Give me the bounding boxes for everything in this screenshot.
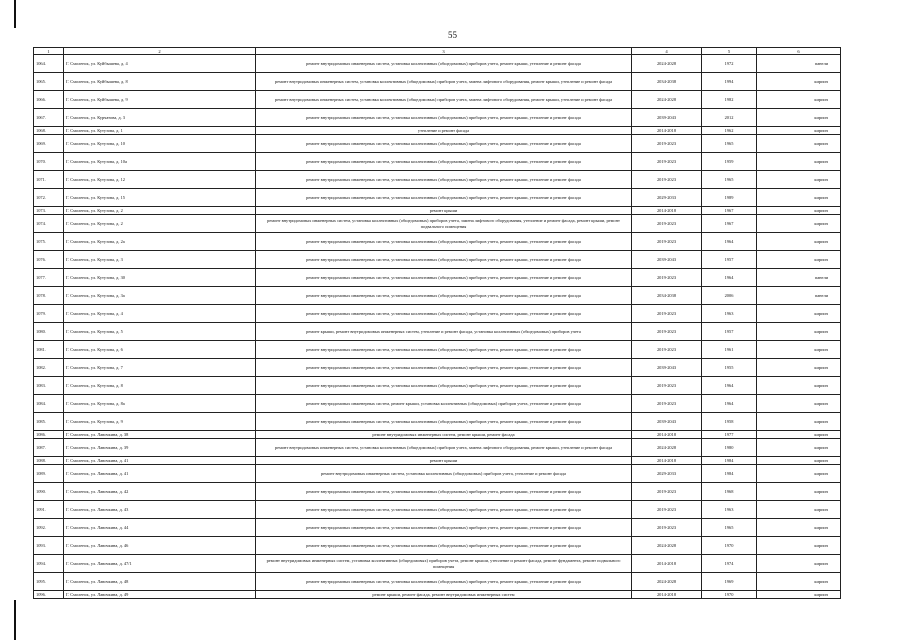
row-number: 1089. [34, 465, 64, 483]
table-row [34, 251, 841, 269]
repair-period-cell: 2014-2018 [632, 591, 702, 599]
work-list-cell: ремонт внутридомовых инженерных систем, установка коллективных (общедомовых) приборов учета, замена лифтового оборудования, ремонт крыши, утепление и ремонт фасада [256, 73, 632, 91]
wall-material-cell: кирпич [757, 251, 841, 269]
repair-period-cell: 2019-2023 [632, 269, 702, 287]
build-year-cell: 1959 [702, 153, 757, 171]
wall-material-cell: кирпич [757, 519, 841, 537]
row-number: 1096. [34, 591, 64, 599]
address-cell: Г. Смоленск, ул. Лавочкина, д. 48 [64, 573, 256, 591]
wall-material-cell: кирпич [757, 555, 841, 573]
build-year-cell: 1957 [702, 323, 757, 341]
address-cell: Г. Смоленск, ул. Кутузова, д. 5 [64, 323, 256, 341]
build-year-cell: 1965 [702, 171, 757, 189]
build-year-cell: 1965 [702, 135, 757, 153]
table-row [34, 109, 841, 127]
column-header-1: 1 [34, 48, 64, 55]
repair-period-cell: 2014-2018 [632, 431, 702, 439]
row-number: 1091. [34, 501, 64, 519]
table-row [34, 519, 841, 537]
row-number: 1080. [34, 323, 64, 341]
row-number: 1068. [34, 127, 64, 135]
row-number: 1079. [34, 305, 64, 323]
row-number: 1065. [34, 73, 64, 91]
page-number: 55 [448, 30, 457, 40]
address-cell: Г. Смоленск, ул. Лавочкина, д. 42 [64, 483, 256, 501]
work-list-cell: ремонт внутридомовых инженерных систем, ремонт крыши, ремонт фасада [256, 431, 632, 439]
repair-period-cell: 2024-2028 [632, 439, 702, 457]
build-year-cell: 1964 [702, 233, 757, 251]
repair-period-cell: 2024-2028 [632, 537, 702, 555]
build-year-cell: 1962 [702, 127, 757, 135]
column-header-3: 3 [256, 48, 632, 55]
repair-period-cell: 2014-2018 [632, 127, 702, 135]
wall-material-cell: кирпич [757, 439, 841, 457]
row-number: 1085. [34, 413, 64, 431]
table-row [34, 413, 841, 431]
work-list-cell: ремонт внутридомовых инженерных систем, установка коллективных (общедомовых) приборов учета, утепление и ремонт фасада [256, 465, 632, 483]
repair-period-cell: 2014-2018 [632, 555, 702, 573]
table-row [34, 395, 841, 413]
repair-period-cell: 2019-2023 [632, 395, 702, 413]
build-year-cell: 1974 [702, 555, 757, 573]
wall-material-cell: кирпич [757, 135, 841, 153]
repair-period-cell: 2039-2043 [632, 109, 702, 127]
address-cell: Г. Смоленск, ул. Курчатова, д. 3 [64, 109, 256, 127]
table-row [34, 287, 841, 305]
row-number: 1094. [34, 555, 64, 573]
work-list-cell: ремонт внутридомовых инженерных систем, установка коллективных (общедомовых) приборов учета, ремонт крыши, утепление и ремонт фасада [256, 519, 632, 537]
wall-material-cell: кирпич [757, 501, 841, 519]
wall-material-cell: кирпич [757, 341, 841, 359]
address-cell: Г. Смоленск, ул. Кутузова, д. 2 [64, 215, 256, 233]
build-year-cell: 1977 [702, 431, 757, 439]
build-year-cell: 1980 [702, 439, 757, 457]
wall-material-cell: кирпич [757, 91, 841, 109]
build-year-cell: 1964 [702, 395, 757, 413]
wall-material-cell: кирпич [757, 537, 841, 555]
row-number: 1082. [34, 359, 64, 377]
address-cell: Г. Смоленск, ул. Лавочкина, д. 41 [64, 465, 256, 483]
address-cell: Г. Смоленск, ул. Кутузова, д. 12 [64, 171, 256, 189]
work-list-cell: ремонт внутридомовых инженерных систем, установка коллективных (общедомовых) приборов учета, замена лифтового оборудования, ремонт крыши, утепление и ремонт фасада [256, 439, 632, 457]
work-list-cell: ремонт внутридомовых инженерных систем, установка коллективных (общедомовых) приборов учета, ремонт крыши, утепление и ремонт фасада [256, 269, 632, 287]
build-year-cell: 1970 [702, 591, 757, 599]
row-number: 1069. [34, 135, 64, 153]
wall-material-cell: кирпич [757, 215, 841, 233]
row-number: 1084. [34, 395, 64, 413]
build-year-cell: 1967 [702, 215, 757, 233]
work-list-cell: ремонт внутридомовых инженерных систем, установка коллективных (общедомовых) приборов учета, ремонт крыши, утепление и ремонт фасада [256, 483, 632, 501]
column-header-4: 4 [632, 48, 702, 55]
build-year-cell: 1955 [702, 359, 757, 377]
wall-material-cell: кирпич [757, 573, 841, 591]
work-list-cell: ремонт внутридомовых инженерных систем, установка коллективных (общедомовых) приборов учета, ремонт крыши, утепление и ремонт фасада [256, 501, 632, 519]
repair-period-cell: 2029-2033 [632, 465, 702, 483]
row-number: 1093. [34, 537, 64, 555]
table-row [34, 439, 841, 457]
repair-period-cell: 2039-2043 [632, 413, 702, 431]
work-list-cell: ремонт крыши [256, 457, 632, 465]
wall-material-cell: кирпич [757, 171, 841, 189]
wall-material-cell: кирпич [757, 591, 841, 599]
wall-material-cell: кирпич [757, 377, 841, 395]
row-number: 1070. [34, 153, 64, 171]
work-list-cell: ремонт внутридомовых инженерных систем, установка коллективных (общедомовых) приборов учета, ремонт крыши, утепление и ремонт фасада [256, 413, 632, 431]
work-list-cell: ремонт внутридомовых инженерных систем, установка коллективных (общедомовых) приборов учета, ремонт крыши, утепление и ремонт фасада [256, 341, 632, 359]
wall-material-cell: кирпич [757, 457, 841, 465]
build-year-cell: 1967 [702, 207, 757, 215]
address-cell: Г. Смоленск, ул. Кутузова, д. 15 [64, 189, 256, 207]
work-list-cell: ремонт внутридомовых инженерных систем, установка коллективных (общедомовых) приборов учета, ремонт крыши, утепление и ремонт фасада [256, 109, 632, 127]
work-list-cell: ремонт внутридомовых инженерных систем, установка коллективных (общедомовых) приборов учета, ремонт крыши, утепление и ремонт фасада [256, 135, 632, 153]
repair-period-cell: 2039-2043 [632, 359, 702, 377]
repair-period-cell: 2024-2028 [632, 91, 702, 109]
wall-material-cell: панели [757, 269, 841, 287]
address-cell: Г. Смоленск, ул. Кутузова, д. 8а [64, 395, 256, 413]
table-row [34, 91, 841, 109]
address-cell: Г. Смоленск, ул. Лавочкина, д. 41 [64, 457, 256, 465]
repair-period-cell: 2019-2023 [632, 233, 702, 251]
work-list-cell: ремонт внутридомовых инженерных систем, установка коллективных (общедомовых) приборов учета, ремонт крыши, утепление и ремонт фасада [256, 153, 632, 171]
table-row [34, 55, 841, 73]
row-number: 1074. [34, 215, 64, 233]
wall-material-cell: кирпич [757, 323, 841, 341]
address-cell: Г. Смоленск, ул. Кутузова, д. 6 [64, 341, 256, 359]
row-number: 1092. [34, 519, 64, 537]
table-row [34, 171, 841, 189]
wall-material-cell: кирпич [757, 483, 841, 501]
wall-material-cell: кирпич [757, 395, 841, 413]
repair-period-cell: 2034-2038 [632, 287, 702, 305]
table-row [34, 465, 841, 483]
address-cell: Г. Смоленск, ул. Кутузова, д. 4 [64, 305, 256, 323]
table-row [34, 431, 841, 439]
work-list-cell: ремонт внутридомовых инженерных систем, установка коллективных (общедомовых) приборов учета, ремонт крыши, утепление и ремонт фасада [256, 171, 632, 189]
repair-period-cell: 2019-2023 [632, 305, 702, 323]
wall-material-cell: кирпич [757, 431, 841, 439]
work-list-cell: ремонт внутридомовых инженерных систем, установка коллективных (общедомовых) приборов учета, ремонт крыши, утепление и ремонт фасада [256, 189, 632, 207]
address-cell: Г. Смоленск, ул. Кутузова, д. 30 [64, 269, 256, 287]
repair-period-cell: 2019-2023 [632, 135, 702, 153]
address-cell: Г. Смоленск, ул. Кутузова, д. 3а [64, 287, 256, 305]
build-year-cell: 1961 [702, 341, 757, 359]
build-year-cell: 1964 [702, 377, 757, 395]
work-list-cell: ремонт внутридомовых инженерных систем, ремонт крыши, установка коллективных (общедомовых) приборов учета, утепление и ремонт фасада [256, 395, 632, 413]
repair-period-cell: 2039-2043 [632, 251, 702, 269]
address-cell: Г. Смоленск, ул. Кутузова, д. 3 [64, 251, 256, 269]
work-list-cell: ремонт внутридомовых инженерных систем, установка коллективных (общедомовых) приборов учета, ремонт крыши, утепление и ремонт фасада, ремонт фундамента, ремонт подвального помещения [256, 555, 632, 573]
wall-material-cell: кирпич [757, 189, 841, 207]
row-number: 1078. [34, 287, 64, 305]
table-row [34, 207, 841, 215]
build-year-cell: 1963 [702, 305, 757, 323]
build-year-cell: 1964 [702, 269, 757, 287]
table-row [34, 377, 841, 395]
wall-material-cell: кирпич [757, 413, 841, 431]
work-list-cell: ремонт внутридомовых инженерных систем, установка коллективных (общедомовых) приборов учета, ремонт крыши, утепление и ремонт фасада [256, 359, 632, 377]
repair-period-cell: 2014-2018 [632, 457, 702, 465]
build-year-cell: 1984 [702, 465, 757, 483]
column-header-5: 5 [702, 48, 757, 55]
table-row [34, 233, 841, 251]
left-margin-bar-top [14, 0, 16, 28]
table-row [34, 189, 841, 207]
row-number: 1095. [34, 573, 64, 591]
header-row [34, 48, 841, 55]
row-number: 1087. [34, 439, 64, 457]
build-year-cell: 1968 [702, 483, 757, 501]
build-year-cell: 1963 [702, 501, 757, 519]
work-list-cell: ремонт внутридомовых инженерных систем, установка коллективных (общедомовых) приборов учета, замена лифтового оборудования, утепление и ремонт фасада, ремонт крыши, ремонт подвального помещения [256, 215, 632, 233]
wall-material-cell: кирпич [757, 465, 841, 483]
build-year-cell: 1969 [702, 573, 757, 591]
row-number: 1086. [34, 431, 64, 439]
repair-period-cell: 2034-2038 [632, 73, 702, 91]
table-row [34, 501, 841, 519]
wall-material-cell: кирпич [757, 207, 841, 215]
table-row [34, 457, 841, 465]
wall-material-cell: кирпич [757, 233, 841, 251]
address-cell: Г. Смоленск, ул. Лавочкина, д. 46 [64, 537, 256, 555]
table-row [34, 483, 841, 501]
work-list-cell: ремонт крыши, ремонт фасада, ремонт внутридомовых инженерных систем [256, 591, 632, 599]
repair-period-cell: 2019-2023 [632, 215, 702, 233]
table-row [34, 153, 841, 171]
work-list-cell: ремонт внутридомовых инженерных систем, установка коллективных (общедомовых) приборов учета, ремонт крыши, утепление и ремонт фасада [256, 537, 632, 555]
table-row [34, 215, 841, 233]
address-cell: Г. Смоленск, ул. Кутузова, д. 7 [64, 359, 256, 377]
row-number: 1088. [34, 457, 64, 465]
address-cell: Г. Смоленск, ул. Куйбышева, д. 8 [64, 73, 256, 91]
address-cell: Г. Смоленск, ул. Кутузова, д. 1 [64, 127, 256, 135]
address-cell: Г. Смоленск, ул. Куйбышева, д. 4 [64, 55, 256, 73]
work-list-cell: ремонт внутридомовых инженерных систем, установка коллективных (общедомовых) приборов учета, ремонт крыши, утепление и ремонт фасада [256, 55, 632, 73]
address-cell: Г. Смоленск, ул. Лавочкина, д. 43 [64, 501, 256, 519]
row-number: 1077. [34, 269, 64, 287]
address-cell: Г. Смоленск, ул. Кутузова, д. 8 [64, 377, 256, 395]
build-year-cell: 1957 [702, 251, 757, 269]
work-list-cell: утепление и ремонт фасада [256, 127, 632, 135]
work-list-cell: ремонт внутридомовых инженерных систем, установка коллективных (общедомовых) приборов учета, ремонт крыши, утепление и ремонт фасада [256, 251, 632, 269]
build-year-cell: 1989 [702, 189, 757, 207]
table-row [34, 269, 841, 287]
table-row [34, 305, 841, 323]
build-year-cell: 1982 [702, 91, 757, 109]
address-cell: Г. Смоленск, ул. Лавочкина, д. 44 [64, 519, 256, 537]
build-year-cell: 1970 [702, 537, 757, 555]
build-year-cell: 2006 [702, 287, 757, 305]
table-row [34, 73, 841, 91]
row-number: 1073. [34, 207, 64, 215]
wall-material-cell: кирпич [757, 127, 841, 135]
row-number: 1067. [34, 109, 64, 127]
repair-period-cell: 2024-2028 [632, 55, 702, 73]
build-year-cell: 2012 [702, 109, 757, 127]
address-cell: Г. Смоленск, ул. Кутузова, д. 2 [64, 207, 256, 215]
row-number: 1064. [34, 55, 64, 73]
repair-period-cell: 2019-2023 [632, 323, 702, 341]
repair-period-cell: 2024-2028 [632, 573, 702, 591]
work-list-cell: ремонт внутридомовых инженерных систем, установка коллективных (общедомовых) приборов учета, ремонт крыши, утепление и ремонт фасада [256, 287, 632, 305]
address-cell: Г. Смоленск, ул. Лавочкина, д. 39 [64, 439, 256, 457]
housing-repair-table [33, 47, 841, 599]
work-list-cell: ремонт внутридомовых инженерных систем, установка коллективных (общедомовых) приборов учета, ремонт крыши, утепление и ремонт фасада [256, 305, 632, 323]
row-number: 1081. [34, 341, 64, 359]
row-number: 1075. [34, 233, 64, 251]
work-list-cell: ремонт внутридомовых инженерных систем, установка коллективных (общедомовых) приборов учета, ремонт крыши, утепление и ремонт фасада [256, 233, 632, 251]
row-number: 1066. [34, 91, 64, 109]
build-year-cell: 1965 [702, 519, 757, 537]
wall-material-cell: кирпич [757, 109, 841, 127]
address-cell: Г. Смоленск, ул. Лавочкина, д. 47/1 [64, 555, 256, 573]
column-header-6: 6 [757, 48, 841, 55]
table-row [34, 573, 841, 591]
address-cell: Г. Смоленск, ул. Лавочкина, д. 49 [64, 591, 256, 599]
work-list-cell: ремонт крыши, ремонт внутридомовых инженерных систем, утепление и ремонт фасада, установка коллективных (общедомовых) приборов учета [256, 323, 632, 341]
repair-period-cell: 2019-2023 [632, 519, 702, 537]
table-row [34, 341, 841, 359]
wall-material-cell: кирпич [757, 153, 841, 171]
row-number: 1076. [34, 251, 64, 269]
build-year-cell: 1972 [702, 55, 757, 73]
table-body [34, 55, 841, 599]
repair-period-cell: 2019-2023 [632, 171, 702, 189]
wall-material-cell: кирпич [757, 359, 841, 377]
table-row [34, 359, 841, 377]
address-cell: Г. Смоленск, ул. Кутузова, д. 2а [64, 233, 256, 251]
address-cell: Г. Смоленск, ул. Лавочкина, д. 38 [64, 431, 256, 439]
wall-material-cell: панели [757, 55, 841, 73]
repair-period-cell: 2019-2023 [632, 501, 702, 519]
row-number: 1071. [34, 171, 64, 189]
table-row [34, 135, 841, 153]
work-list-cell: ремонт внутридомовых инженерных систем, установка коллективных (общедомовых) приборов учета, ремонт крыши, утепление и ремонт фасада [256, 377, 632, 395]
build-year-cell: 1958 [702, 413, 757, 431]
row-number: 1072. [34, 189, 64, 207]
repair-period-cell: 2014-2018 [632, 207, 702, 215]
table-row [34, 127, 841, 135]
work-list-cell: ремонт внутридомовых инженерных систем, установка коллективных (общедомовых) приборов учета, ремонт крыши, утепление и ремонт фасада [256, 573, 632, 591]
table-row [34, 591, 841, 599]
build-year-cell: 1984 [702, 457, 757, 465]
row-number: 1090. [34, 483, 64, 501]
wall-material-cell: кирпич [757, 73, 841, 91]
address-cell: Г. Смоленск, ул. Кутузова, д. 10а [64, 153, 256, 171]
repair-period-cell: 2019-2023 [632, 153, 702, 171]
address-cell: Г. Смоленск, ул. Кутузова, д. 10 [64, 135, 256, 153]
table-row [34, 323, 841, 341]
table-row [34, 555, 841, 573]
repair-period-cell: 2019-2023 [632, 483, 702, 501]
left-margin-bar-bottom [14, 600, 16, 640]
repair-period-cell: 2019-2023 [632, 377, 702, 395]
wall-material-cell: панели [757, 287, 841, 305]
address-cell: Г. Смоленск, ул. Куйбышева, д. 9 [64, 91, 256, 109]
row-number: 1083. [34, 377, 64, 395]
column-header-2: 2 [64, 48, 256, 55]
work-list-cell: ремонт крыши [256, 207, 632, 215]
address-cell: Г. Смоленск, ул. Кутузова, д. 9 [64, 413, 256, 431]
repair-period-cell: 2029-2033 [632, 189, 702, 207]
repair-period-cell: 2019-2023 [632, 341, 702, 359]
build-year-cell: 1994 [702, 73, 757, 91]
table-row [34, 537, 841, 555]
wall-material-cell: кирпич [757, 305, 841, 323]
work-list-cell: ремонт внутридомовых инженерных систем, установка коллективных (общедомовых) приборов учета, замена лифтового оборудования, ремонт крыши, утепление и ремонт фасада [256, 91, 632, 109]
